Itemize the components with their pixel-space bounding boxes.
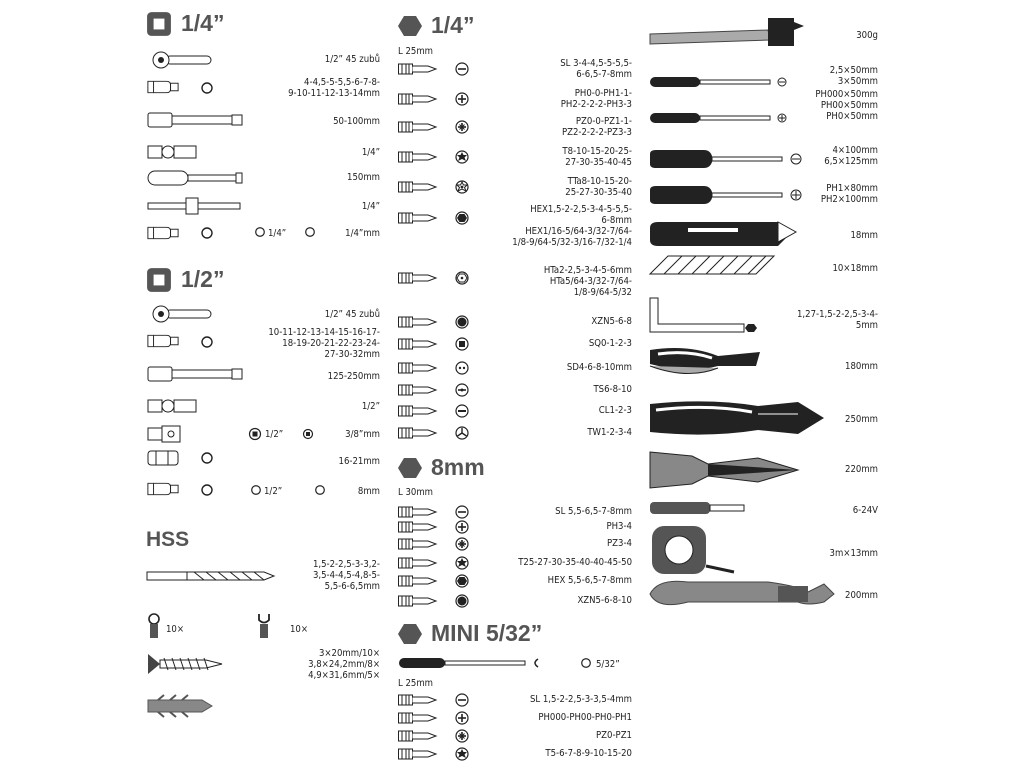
mini-screwdriver-icon [398,655,548,671]
section-header-bits-8mm [398,454,485,481]
ratchet-icon [146,50,226,70]
universal-joint-icon [146,142,206,162]
square-ring-icon [302,428,314,440]
bit-label: SL 1,5-2-2,5-3-3,5-4mm [529,694,632,705]
tool-label: 18mm [850,230,878,241]
section-title: HSS [146,528,190,551]
bit-length: L 25mm [398,46,433,57]
slot-tip-icon [455,505,469,519]
bit-label: PH000-PH00-PH0-PH1 [538,712,632,723]
bit-label: T8-10-15-20-25- 27-30-35-40-45 [562,145,632,168]
bit-label: XZN5-6-8 [591,316,632,327]
bit-icon [398,538,438,550]
tx-tip-icon [455,556,469,570]
fork-terminal-count: 10× [290,624,309,635]
tw-tip-icon [455,426,469,440]
ring-small-icon [250,484,262,496]
adjustable-wrench-icon [648,572,838,620]
universal-joint-icon [146,396,206,416]
tool-label: 250mm [845,414,878,425]
slot-tip-icon [455,62,469,76]
adapter2-label: 1/4”mm [345,228,380,239]
tool-label: PH1×80mm PH2×100mm [820,182,878,205]
ratchet-label: 1/2” 45 zubů [324,54,380,65]
pz-tip-icon [455,729,469,743]
tool-label: 6-24V [852,505,878,516]
section-title: 8mm [431,454,485,480]
ring-small-icon [314,484,326,496]
section-header-half-inch [146,266,224,293]
tool-label: 220mm [845,464,878,475]
spark-plug-socket-icon [146,448,180,468]
extension-bar-icon [146,110,246,130]
bit-label: XZN5-6-8-10 [577,595,632,606]
combination-pliers-icon [648,344,768,386]
bit-label: HTa2-2,5-3-4-5-6mm HTa5/64-3/32-7/64- 1/8-9/64-5/32 [543,265,632,298]
extension-label: 50-100mm [333,116,380,127]
slot-tip-icon [455,693,469,707]
bit-icon [398,694,438,706]
section-title: 1/4” [431,12,475,38]
bit-icon [398,521,438,533]
wood-screw-icon [146,652,226,676]
hex-drive-icon [398,14,422,38]
bit-length: L 30mm [398,487,433,498]
ring-icon [200,451,214,465]
hex-tip-icon [455,211,469,225]
precision-screwdriver-ph-icon [648,110,808,129]
sockets-label: 10-11-12-13-14-15-16-17- 18-19-20-21-22-23-24- 27-30-32mm [268,327,380,360]
bit-icon [398,181,438,193]
bit-icon [398,557,438,569]
bit-label: T5-6-7-8-9-10-15-20 [545,748,632,759]
ujoint-label: 1/4” [361,147,380,158]
bit-label: PH0-0-PH1-1- PH2-2-2-2-PH3-3 [560,87,632,110]
screwdriver-ph-icon [648,184,808,210]
square-ring-icon [248,427,262,441]
screwdriver-slot-icon [648,148,808,174]
bit-icon [398,316,438,328]
tbar-label: 1/4” [361,201,380,212]
hex-drive-icon [398,622,422,646]
bit-label: SD4-6-8-10mm [566,362,632,373]
section-title: 1/2” [181,266,225,292]
bit-label: PZ0-0-PZ1-1- PZ2-2-2-2-PZ3-3 [561,115,632,138]
ratchet-icon [146,304,226,324]
bit-label: SL 3-4-4,5-5-5,5- 6-6,5-7-8mm [560,57,632,80]
tool-label: 1,27-1,5-2-2,5-3-4- 5mm [796,308,878,331]
wall-plug-icon [146,694,216,718]
bit-icon [398,575,438,587]
section-header-mini [398,620,542,647]
bit-icon [398,712,438,724]
bit-icon [398,427,438,439]
bit-icon [398,63,438,75]
tool-label: 10×18mm [832,263,878,274]
xzn-tip-icon [455,594,469,608]
sq-tip-icon [455,337,469,351]
water-pump-pliers-icon [648,396,828,444]
knife-blades-icon [648,254,778,280]
pz-tip-icon [455,537,469,551]
reducer-label-a: 1/2” [265,429,284,440]
ring-icon [200,81,214,95]
hammer-icon [648,14,808,52]
socket-icon [146,78,180,96]
socket-icon [146,480,180,498]
bit-icon [398,506,438,518]
bit-label: HEX1,5-2-2,5-3-4-5-5,5- 6-8mm HEX1/16-5/64-3/32-7/64- 1/8-9/64-5/32-3/16-7/32-1/4 [512,204,632,248]
ring-terminal-icon [146,613,162,639]
sd-tip-icon [455,361,469,375]
bit-icon [398,595,438,607]
cl-tip-icon [455,404,469,418]
ts-tip-icon [455,383,469,397]
hex-tip-icon [455,574,469,588]
bit-label: T25-27-30-35-40-40-45-50 [518,557,632,568]
ph-tip-icon [455,520,469,534]
precision-screwdriver-icon [648,74,808,93]
square-drive-icon [146,11,172,37]
section-header-quarter-inch [146,10,224,37]
hex-key-icon [648,296,758,340]
extension-bar-icon [146,364,246,384]
bit-label: PZ0-PZ1 [596,730,632,741]
square-drive-icon [146,267,172,293]
section-title: MINI 5/32” [431,620,543,646]
bit-label: PH3-4 [606,521,632,532]
bit-label: HEX 5,5-6,5-7-8mm [547,575,632,586]
bit-label: SL 5,5-6,5-7-8mm [555,506,632,517]
tx-tip-icon [455,150,469,164]
screwdriver-handle-icon [146,168,246,188]
ring-small-icon [304,226,316,238]
ph-tip-icon [455,711,469,725]
utility-knife-icon [648,220,808,252]
ring-small-icon [580,657,592,669]
tool-label: 180mm [845,361,878,372]
ring-icon [200,483,214,497]
mini-size: 5/32” [596,659,620,670]
tx-tip-icon [455,747,469,761]
hext-tip-icon [455,271,469,285]
ph-tip-icon [455,92,469,106]
tool-label: 200mm [845,590,878,601]
adapter-label: 1/2” [264,486,283,497]
tool-label: PH000×50mm PH00×50mm PH0×50mm [815,89,878,122]
screw-label: 3×20mm/10× 3,8×24,2mm/8× 4,9×31,6mm/5× [308,648,380,681]
drill-label: 1,5-2-2,5-3-3,2- 3,5-4-4,5-4,8-5- 5,5-6-6,5mm [312,559,380,592]
ring-icon [200,226,214,240]
bit-label: PZ3-4 [607,538,632,549]
t-bar-icon [146,196,246,216]
xzn-tip-icon [455,315,469,329]
bit-icon [398,121,438,133]
bit-label: TW1-2-3-4 [587,427,632,438]
sockets-label: 4-4,5-5-5,5-6-7-8- 9-10-11-12-13-14mm [288,77,380,99]
reducer-label-b: 3/8”mm [345,429,380,440]
ujoint-label: 1/2” [361,401,380,412]
bit-icon [398,212,438,224]
ring-icon [200,335,214,349]
bit-label: TTa8-10-15-20- 25-27-30-35-40 [565,175,632,198]
handle-label: 150mm [347,172,380,183]
socket-icon [146,224,180,242]
bit-icon [398,93,438,105]
drill-bit-icon [146,568,276,584]
adapter-label: 1/4” [268,228,287,239]
bit-label: SQ0-1-2-3 [588,338,632,349]
tool-label: 2,5×50mm 3×50mm [829,64,878,87]
tool-label: 4×100mm 6,5×125mm [824,144,878,167]
bit-icon [398,405,438,417]
extension-label: 125-250mm [327,371,380,382]
socket-icon [146,332,180,350]
voltage-tester-icon [648,500,748,520]
txt-tip-icon [455,180,469,194]
section-header-hss [146,528,189,552]
tool-label: 300g [856,30,878,41]
section-title: 1/4” [181,10,225,36]
ring-small-icon [254,226,266,238]
pz-tip-icon [455,120,469,134]
hex-drive-icon [398,456,422,480]
section-header-bits-quarter [398,12,474,39]
bit-icon [398,748,438,760]
reducer-icon [146,424,186,444]
tool-label: 3m×13mm [829,548,878,559]
spark-label: 16-21mm [338,456,380,467]
ring-terminal-count: 10× [166,624,185,635]
fork-terminal-icon [256,613,272,639]
bit-length: L 25mm [398,678,433,689]
bit-icon [398,362,438,374]
bit-label: CL1-2-3 [598,405,632,416]
bit-icon [398,338,438,350]
bit-label: TS6-8-10 [593,384,632,395]
bit-icon [398,384,438,396]
bit-icon [398,272,438,284]
side-cutter-icon [648,448,808,496]
ratchet-label: 1/2” 45 zubů [324,309,380,320]
bit-icon [398,730,438,742]
bit-icon [398,151,438,163]
adapter2-label: 8mm [357,486,380,497]
